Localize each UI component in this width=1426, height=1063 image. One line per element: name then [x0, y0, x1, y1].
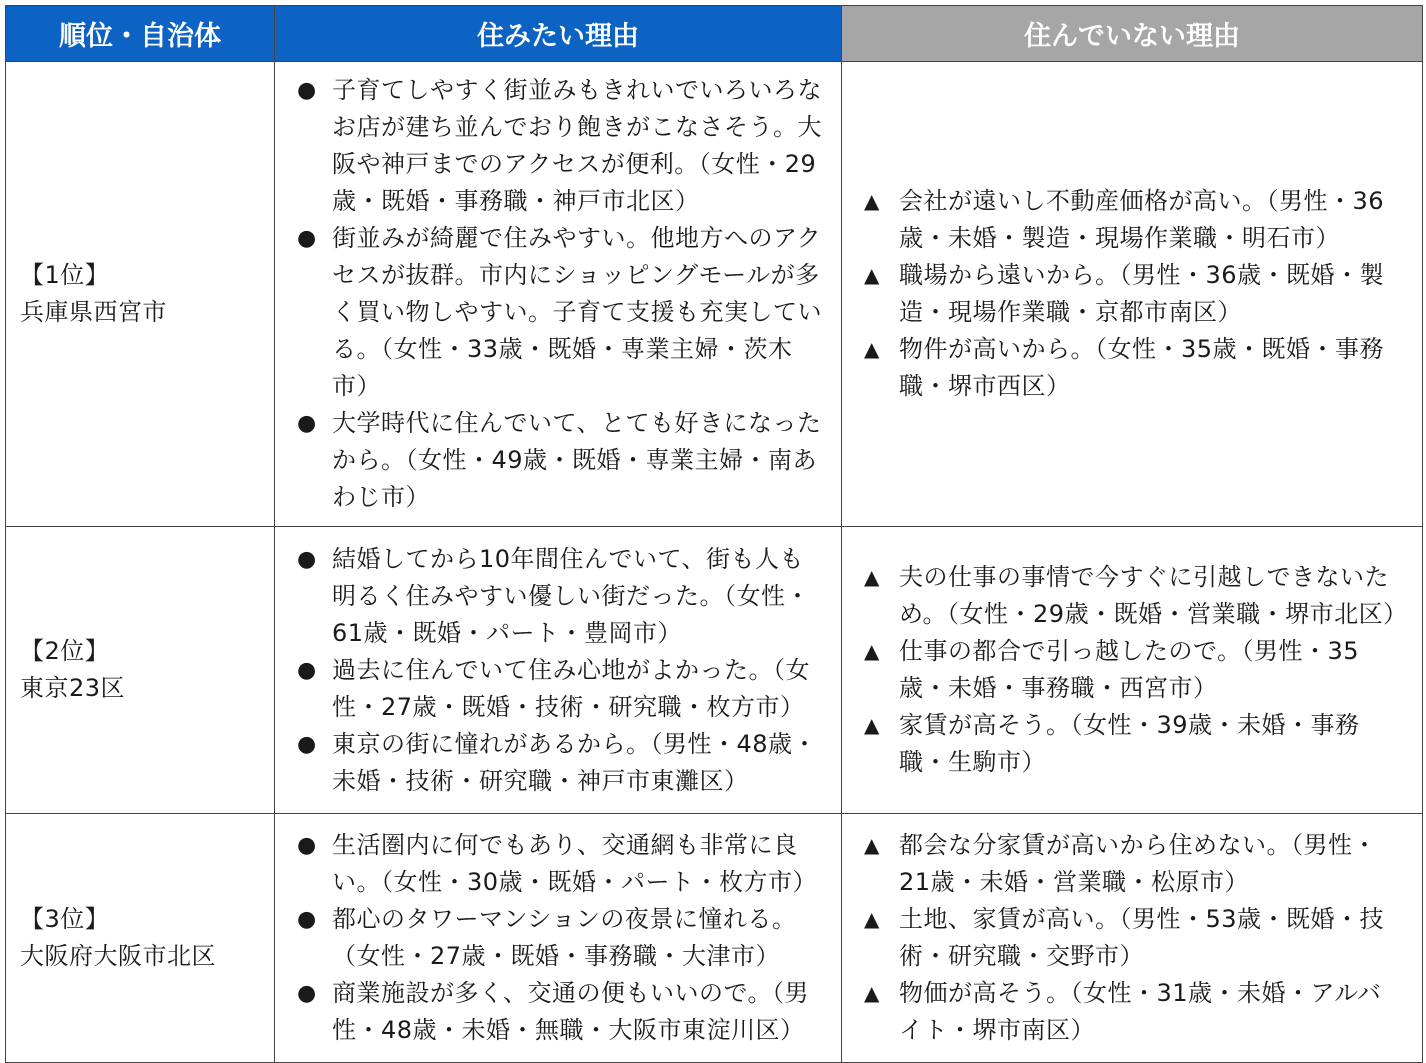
city-name: 兵庫県西宮市	[20, 298, 167, 326]
rank-label: 【2位】	[20, 637, 110, 665]
list-item	[864, 633, 1404, 707]
reasons-cell	[275, 527, 842, 814]
reasons-list	[297, 541, 823, 800]
bullet-icon: ●	[297, 731, 317, 757]
list-item	[864, 559, 1408, 633]
bullet-icon: ●	[297, 411, 317, 436]
bullet-icon: ●	[297, 78, 317, 103]
reasons-list	[297, 72, 823, 516]
not-living-cell	[842, 814, 1423, 1063]
rank-cell	[6, 62, 275, 527]
reasons-list	[297, 827, 823, 1049]
rank-label: 【1位】	[20, 261, 110, 289]
list-item	[864, 901, 1404, 975]
reason-text: 過去に住んでいて住み心地がよかった。（女性・27歳・既婚・技術・研究職・枚方市）	[332, 655, 810, 721]
list-item	[864, 975, 1404, 1049]
reason-text: 生活圏内に何でもあり、交通網も非常に良い。（女性・30歳・既婚・パート・枚方市）	[332, 831, 818, 896]
reasons-cell	[275, 814, 842, 1063]
header-row	[6, 6, 1423, 62]
not-living-text: 会社が遠いし不動産価格が高い。（男性・36歳・未婚・製造・現場作業職・明石市）	[899, 187, 1385, 252]
reason-text: 大学時代に住んでいて、とても好きになったから。（女性・49歳・既婚・専業主婦・南あわじ市）	[332, 409, 822, 511]
table-row	[6, 527, 1423, 814]
list-item	[864, 331, 1404, 405]
list-item	[297, 72, 823, 220]
not-living-text: 家賃が高そう。（女性・39歳・未婚・事務職・生駒市）	[899, 711, 1360, 776]
bullet-icon: ●	[297, 907, 317, 932]
bullet-icon: ●	[297, 226, 317, 251]
header-not-living: 住んでいない理由	[842, 6, 1423, 62]
list-item	[864, 257, 1404, 331]
not-living-text: 仕事の都合で引っ越したので。（男性・35歳・未婚・事務職・西宮市）	[899, 637, 1360, 702]
bullet-icon: ●	[297, 657, 317, 683]
not-living-list	[864, 827, 1404, 1049]
not-living-cell	[842, 527, 1423, 814]
rank-cell	[6, 527, 275, 814]
list-item	[297, 726, 823, 800]
table-row	[6, 814, 1423, 1063]
triangle-icon: ▲	[864, 833, 880, 857]
triangle-icon: ▲	[864, 713, 880, 737]
reason-text: 商業施設が多く、交通の便もいいので。（男性・48歳・未婚・無職・大阪市東淀川区）	[332, 979, 810, 1044]
city-name: 東京23区	[20, 674, 126, 702]
triangle-icon: ▲	[864, 981, 880, 1005]
not-living-text: 都会な分家賃が高いから住めない。（男性・21歳・未婚・営業職・松原市）	[899, 831, 1377, 896]
bullet-icon: ●	[297, 833, 317, 858]
ranking-table	[5, 5, 1423, 1063]
list-item	[297, 827, 823, 901]
triangle-icon: ▲	[864, 639, 880, 663]
city-name: 大阪府大阪市北区	[20, 942, 216, 970]
not-living-cell	[842, 62, 1423, 527]
reason-text: 都心のタワーマンションの夜景に憧れる。（女性・27歳・既婚・事務職・大津市）	[332, 905, 797, 970]
not-living-text: 物件が高いから。（女性・35歳・既婚・事務職・堺市西区）	[899, 335, 1385, 400]
not-living-text: 土地、家賃が高い。（男性・53歳・既婚・技術・研究職・交野市）	[899, 905, 1385, 970]
list-item	[297, 541, 823, 652]
not-living-list	[864, 183, 1404, 405]
list-item	[297, 405, 823, 516]
list-item	[297, 220, 823, 405]
reason-text: 東京の街に憧れがあるから。（男性・48歳・未婚・技術・研究職・神戸市東灘区）	[332, 729, 818, 795]
rank-cell	[6, 814, 275, 1063]
not-living-list	[864, 559, 1408, 781]
bullet-icon: ●	[297, 981, 317, 1006]
list-item	[297, 975, 823, 1049]
rank-label: 【3位】	[20, 905, 110, 933]
triangle-icon: ▲	[864, 565, 880, 589]
list-item	[297, 901, 823, 975]
triangle-icon: ▲	[864, 263, 880, 287]
triangle-icon: ▲	[864, 189, 880, 213]
header-rank: 順位・自治体	[6, 6, 275, 62]
header-reasons: 住みたい理由	[275, 6, 842, 62]
reason-text: 結婚してから10年間住んでいて、街も人も明るく住みやすい優しい街だった。（女性・61歳・既婚・パート・豊岡市）	[332, 544, 810, 647]
table-row	[6, 62, 1423, 527]
bullet-icon: ●	[297, 546, 317, 572]
triangle-icon: ▲	[864, 337, 880, 361]
not-living-text: 職場から遠いから。（男性・36歳・既婚・製造・現場作業職・京都市南区）	[899, 261, 1385, 326]
not-living-text: 夫の仕事の事情で今すぐに引越しできないため。（女性・29歳・既婚・営業職・堺市北区）	[899, 563, 1408, 628]
list-item	[864, 827, 1404, 901]
reason-text: 街並みが綺麗で住みやすい。他地方へのアクセスが抜群。市内にショッピングモールが多く買い物しやすい。子育て支援も充実している。（女性・33歳・既婚・専業主婦・茨木市）	[332, 224, 822, 400]
triangle-icon: ▲	[864, 907, 880, 931]
list-item	[864, 183, 1404, 257]
not-living-text: 物価が高そう。（女性・31歳・未婚・アルバイト・堺市南区）	[899, 979, 1382, 1044]
list-item	[297, 652, 823, 726]
reasons-cell	[275, 62, 842, 527]
reason-text: 子育てしやすく街並みもきれいでいろいろなお店が建ち並んでおり飽きがこなさそう。大阪や神戸までのアクセスが便利。（女性・29歳・既婚・事務職・神戸市北区）	[332, 76, 822, 215]
list-item	[864, 707, 1404, 781]
